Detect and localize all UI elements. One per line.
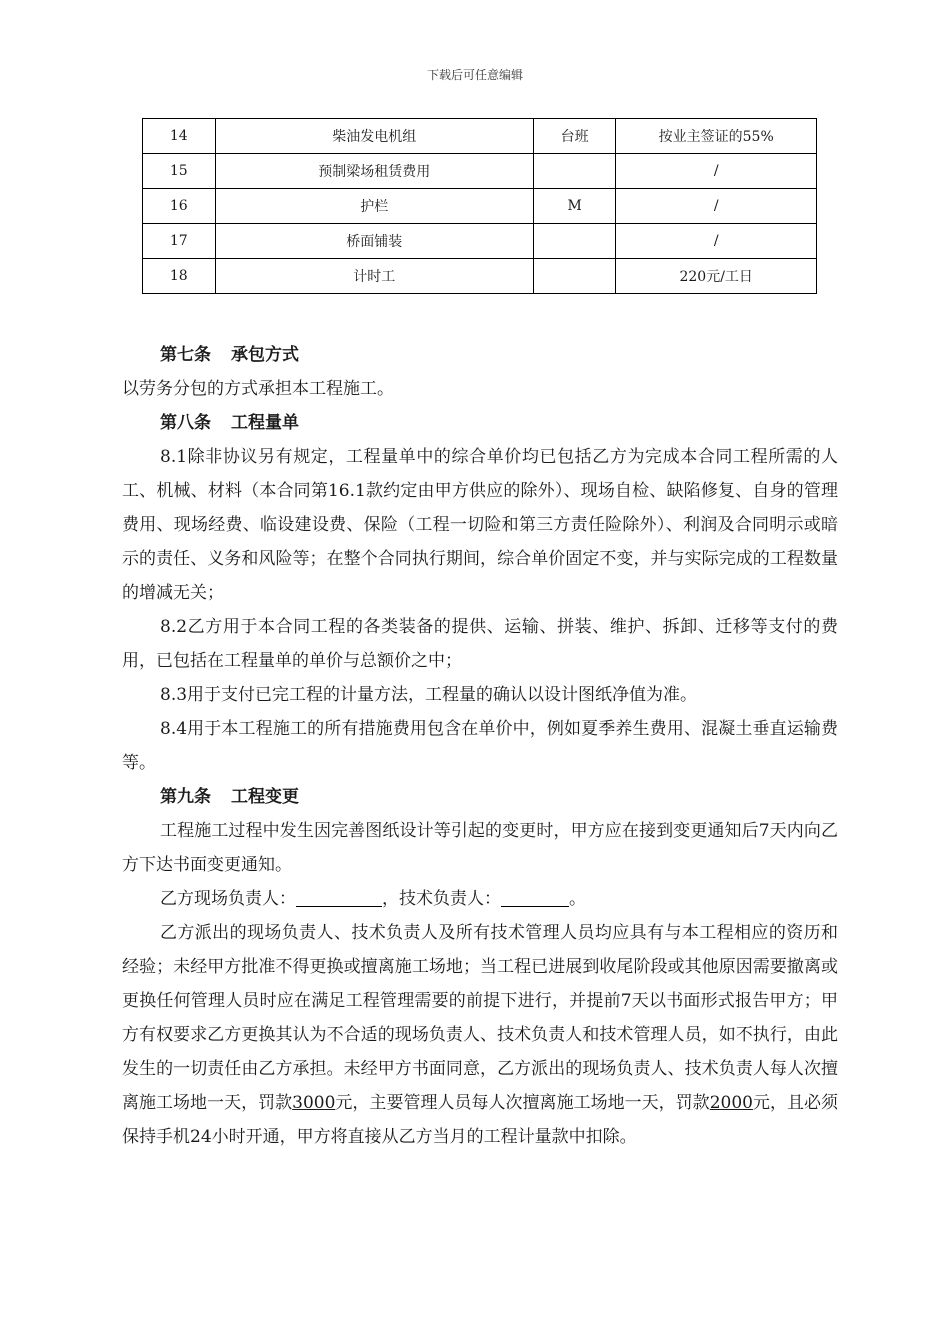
fine-amount-1: 3000 [292,1093,336,1113]
article-9-paragraph-3 [122,916,838,1154]
tech-lead-blank [501,890,569,907]
responsible-persons-line [122,882,838,916]
site-manager-label: 乙方现场负责人： [160,889,296,909]
item-price: / [616,154,817,189]
row-number: 14 [143,119,216,154]
article-number: 第八条 [160,413,211,433]
table-row [143,119,817,154]
price-table [142,118,817,294]
item-price: / [616,189,817,224]
article-title: 承包方式 [231,345,299,365]
item-name: 计时工 [215,259,533,294]
article-number: 第九条 [160,787,211,807]
clause-8-3: 8.3用于支付已完工程的计量方法，工程量的确认以设计图纸净值为准。 [160,685,698,705]
table-row [143,224,817,259]
item-name: 护栏 [215,189,533,224]
table-row [143,154,817,189]
paragraph-text: 元，主要管理人员每人次擅离施工场地一天，罚款 [335,1093,710,1113]
item-price: 按业主签证的55% [616,119,817,154]
row-number: 17 [143,224,216,259]
item-price: / [616,224,817,259]
item-unit: 台班 [533,119,615,154]
row-number: 15 [143,154,216,189]
tech-lead-label: ，技术负责人： [382,889,501,909]
item-name: 柴油发电机组 [215,119,533,154]
table-row [143,189,817,224]
item-unit [533,154,615,189]
paragraph-text: 乙方派出的现场负责人、技术负责人及所有技术管理人员均应具有与本工程相应的资历和经验；未经甲方批准不得更换或擅离施工场地；当工程已进展到收尾阶段或其他原因需要撤离或更换任何管理人员时应在满足工程管理需要的前提下进行，并提前7天以书面形式报告甲方；甲方有权要求乙方更换其认为不合适的现场负责人、技术负责人和技术管理人员，如不执行，由此发生的一切责任由乙方承担。未经甲方书面同意，乙方派出的现场负责人、技术负责人每人次擅离施工场地一天，罚款 [122,923,838,1113]
row-number: 16 [143,189,216,224]
item-unit [533,259,615,294]
contract-body [122,338,838,1154]
article-7-heading [122,338,838,372]
paragraph-text: 元，且必须保持手机24小时开通，甲方将直接从乙方当月的工程计量款中扣除。 [122,1093,839,1147]
item-name: 预制梁场租赁费用 [215,154,533,189]
article-number: 第七条 [160,345,211,365]
article-8-heading [122,406,838,440]
article-title: 工程变更 [231,787,299,807]
fine-amount-2: 2000 [709,1093,753,1113]
item-unit: M [533,189,615,224]
site-manager-blank [296,890,382,907]
article-7-paragraph: 以劳务分包的方式承担本工程施工。 [122,379,394,399]
line-end: 。 [569,889,586,909]
row-number: 18 [143,259,216,294]
item-price: 220元/工日 [616,259,817,294]
clause-8-2: 8.2乙方用于本合同工程的各类装备的提供、运输、拼装、维护、拆卸、迁移等支付的费用，已包括在工程量单的单价与总额价之中； [122,617,838,671]
item-name: 桥面铺装 [215,224,533,259]
page-header: 下载后可任意编辑 [426,68,523,82]
item-unit [533,224,615,259]
clause-8-4: 8.4用于本工程施工的所有措施费用包含在单价中，例如夏季养生费用、混凝土垂直运输费等。 [122,719,838,773]
article-9-heading [122,780,838,814]
article-9-paragraph-1: 工程施工过程中发生因完善图纸设计等引起的变更时，甲方应在接到变更通知后7天内向乙方下达书面变更通知。 [122,821,838,875]
table-row [143,259,817,294]
clause-8-1: 8.1除非协议另有规定，工程量单中的综合单价均已包括乙方为完成本合同工程所需的人工、机械、材料（本合同第16.1款约定由甲方供应的除外）、现场自检、缺陷修复、自身的管理费用、现场经费、临设建设费、保险（工程一切险和第三方责任险除外）、利润及合同明示或暗示的责任、义务和风险等；在整个合同执行期间，综合单价固定不变，并与实际完成的工程数量的增减无关； [122,447,838,603]
article-title: 工程量单 [231,413,299,433]
